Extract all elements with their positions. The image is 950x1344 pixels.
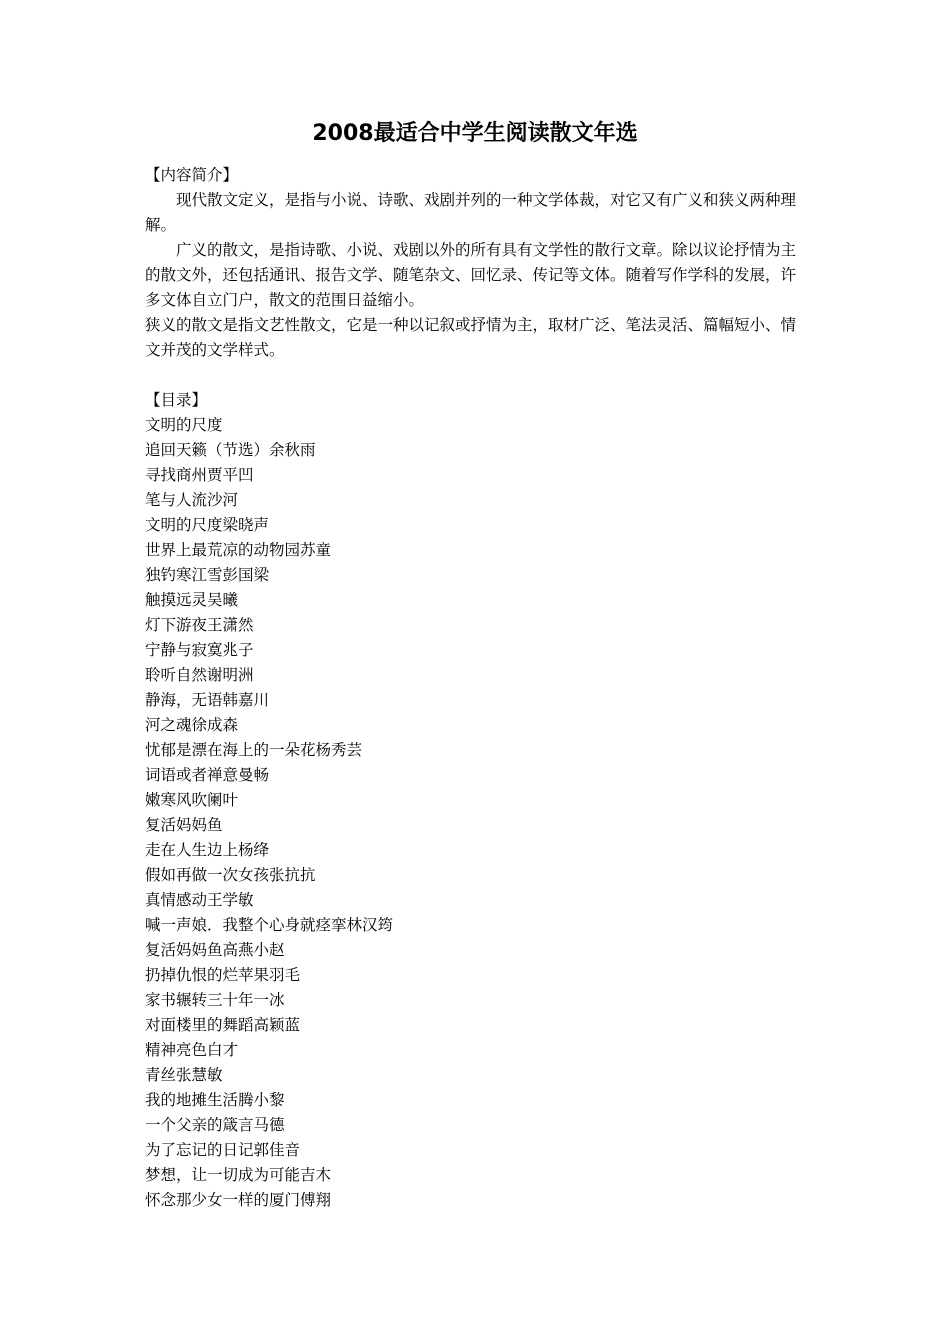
toc-item: 青丝张慧敏 (145, 1066, 223, 1084)
toc-item: 词语或者禅意曼畅 (145, 766, 270, 784)
toc-item: 笔与人流沙河 (145, 491, 239, 509)
toc-item: 静海，无语韩嘉川 (145, 691, 270, 709)
toc-item: 忧郁是漂在海上的一朵花杨秀芸 (145, 741, 363, 759)
toc-item: 文明的尺度 (145, 416, 223, 434)
toc-item: 河之魂徐成森 (145, 716, 239, 734)
toc-item: 灯下游夜王潇然 (145, 616, 254, 634)
toc-item: 寻找商州贾平凹 (145, 466, 254, 484)
intro-paragraph-3: 狭义的散文是指文艺性散文，它是一种以记叙或抒情为主，取材广泛、笔法灵活、篇幅短小、情文并茂的文学样式。 (145, 316, 797, 359)
toc-item: 复活妈妈鱼 (145, 816, 223, 834)
toc-item: 嫩寒风吹阑叶 (145, 791, 239, 809)
toc-item: 喊一声娘．我整个心身就痉挛林汉筠 (145, 916, 394, 934)
intro-paragraph-2: 广义的散文，是指诗歌、小说、戏剧以外的所有具有文学性的散行文章。除以议论抒情为主的散文外，还包括通讯、报告文学、随笔杂文、回忆录、传记等文体。随着写作学科的发展，许多文体自立门户，散文的范围日益缩小。 (145, 241, 797, 309)
toc-item: 真情感动王学敏 (145, 891, 254, 909)
toc-item: 世界上最荒凉的动物园苏童 (145, 541, 332, 559)
intro-heading: 【内容简介】 (145, 166, 239, 184)
toc-item: 触摸远灵吴曦 (145, 591, 239, 609)
toc-list (145, 413, 810, 1213)
toc-item: 文明的尺度梁晓声 (145, 516, 270, 534)
toc-item: 一个父亲的箴言马德 (145, 1116, 285, 1134)
document-title (0, 118, 950, 149)
toc-item: 独钓寒江雪彭国梁 (145, 566, 270, 584)
toc-item: 怀念那少女一样的厦门傅翔 (145, 1191, 332, 1209)
toc-item: 精神亮色白才 (145, 1041, 239, 1059)
toc-item: 我的地摊生活腾小黎 (145, 1091, 285, 1109)
toc-item: 聆听自然谢明洲 (145, 666, 254, 684)
title-text: 最适合中学生阅读散文年选 (373, 120, 638, 146)
toc-item: 追回天籁（节选）余秋雨 (145, 441, 316, 459)
toc-item: 为了忘记的日记郭佳音 (145, 1141, 301, 1159)
toc-item: 假如再做一次女孩张抗抗 (145, 866, 316, 884)
title-year: 2008 (312, 121, 374, 146)
toc-item: 宁静与寂寞兆子 (145, 641, 254, 659)
toc-item: 家书辗转三十年一冰 (145, 991, 285, 1009)
intro-paragraph-1: 现代散文定义，是指与小说、诗歌、戏剧并列的一种文学体裁，对它又有广义和狭义两种理解。 (145, 191, 797, 234)
toc-item: 走在人生边上杨绛 (145, 841, 270, 859)
toc-item: 扔掉仇恨的烂苹果羽毛 (145, 966, 301, 984)
toc-item: 对面楼里的舞蹈高颖蓝 (145, 1016, 301, 1034)
toc-item: 复活妈妈鱼高燕小赵 (145, 941, 285, 959)
document-body (145, 163, 810, 1213)
section-spacer (145, 363, 810, 388)
toc-heading: 【目录】 (145, 391, 208, 409)
toc-item: 梦想，让一切成为可能吉木 (145, 1166, 332, 1184)
